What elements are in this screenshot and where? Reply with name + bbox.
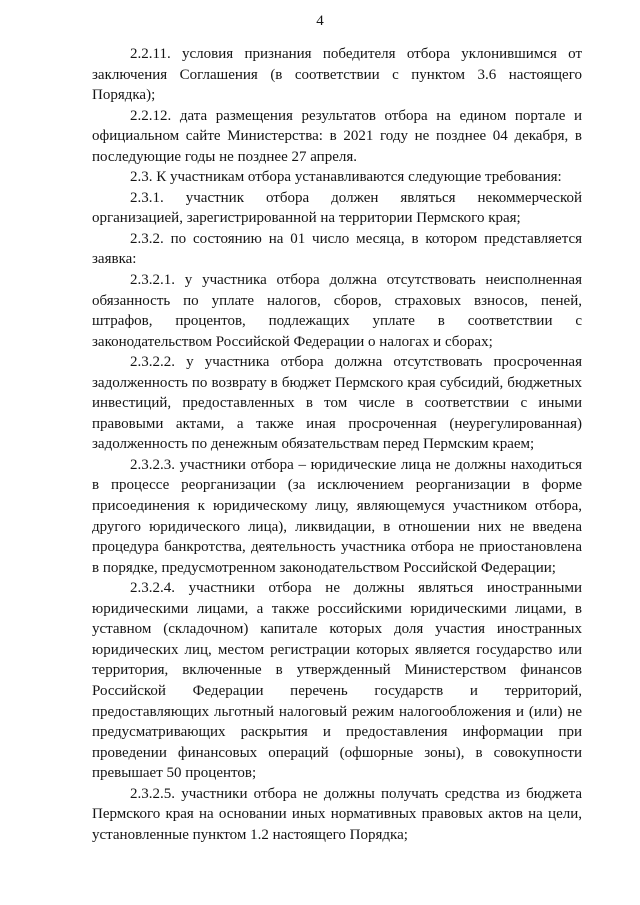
paragraph-2-3-2: 2.3.2. по состоянию на 01 число месяца, в котором представляется заявка: [92, 230, 582, 268]
paragraph-2-2-12: 2.2.12. дата размещения результатов отбора на едином портале и официальном сайте Министерства: в 2021 году не позднее 04 декабря, в последующие годы не позднее 27 апреля. [92, 107, 582, 165]
paragraph-2-3-2-5: 2.3.2.5. участники отбора не должны получать средства из бюджета Пермского края на основании иных нормативных правовых актов на цели, установленные пунктом 1.2 настоящего Порядка; [92, 785, 582, 843]
paragraph-2-3: 2.3. К участникам отбора устанавливаются следующие требования: [130, 169, 562, 186]
paragraph-2-3-2-2: 2.3.2.2. у участника отбора должна отсутствовать просроченная задолженность по возврату в бюджет Пермского края субсидий, бюджетных инвестиций, предоставленных в том числе в соответствии с иными правовыми актами, а также иная просроченная (неурегулированная) задолженность по денежным обязательствам перед Пермским краем; [92, 354, 582, 453]
paragraph-2-2-11: 2.2.11. условия признания победителя отбора уклонившимся от заключения Соглашения (в соответствии с пунктом 3.6 настоящего Порядка); [92, 46, 582, 104]
paragraph-2-3-1: 2.3.1. участник отбора должен являться некоммерческой организацией, зарегистрированной на территории Пермского края; [92, 189, 582, 227]
paragraph-2-3-2-3: 2.3.2.3. участники отбора – юридические лица не должны находиться в процессе реорганизации (за исключением реорганизации в форме присоединения к юридическому лицу, являющемуся участником отбора, другого юридического лица), ликвидации, в отношении них не введена процедура банкротства, деятельность участника отбора не приостановлена в порядке, предусмотренном законодательством Российской Федерации; [92, 456, 582, 576]
paragraph-2-3-2-1: 2.3.2.1. у участника отбора должна отсутствовать неисполненная обязанность по уплате налогов, сборов, страховых взносов, пеней, штрафов, процентов, подлежащих уплате в соответствии с законодательством Российской Федерации о налогах и сборах; [92, 272, 582, 350]
page-number: 4 [316, 13, 324, 29]
paragraph-2-3-2-4: 2.3.2.4. участники отбора не должны являться иностранными юридическими лицами, а также российскими юридическими лицами, в уставном (складочном) капитале которых доля участия иностранных юридических лиц, местом регистрации которых является государство или территория, включенные в утвержденный Министерством финансов Российской Федерации перечень государств и территорий, предоставляющих льготный налоговый режим налогообложения и (или) не предусматривающих раскрытия и предоставления информации при проведении финансовых операций (офшорные зоны), в совокупности превышает 50 процентов; [92, 580, 582, 782]
document-body [92, 44, 582, 845]
